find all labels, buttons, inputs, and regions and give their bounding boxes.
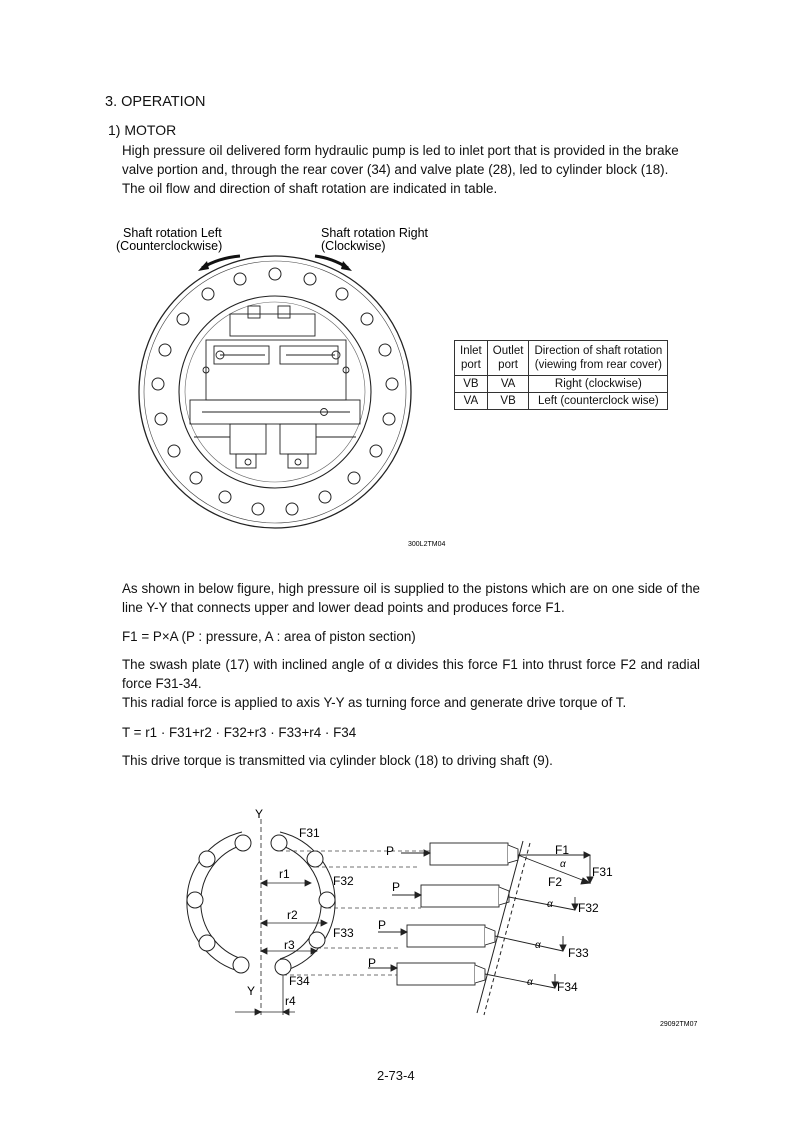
pressure-label: P bbox=[368, 956, 377, 970]
table-cell: VB bbox=[487, 393, 529, 410]
intro-line-3: The oil flow and direction of shaft rotation are indicated in table. bbox=[122, 181, 498, 196]
formula-f1: F1 = P×A (P : pressure, A : area of piston section) bbox=[122, 629, 416, 644]
alpha-label: α bbox=[535, 940, 541, 951]
header-direction: Direction of shaft rotation (viewing from rear cover) bbox=[529, 341, 668, 376]
ccw-arrowhead-icon bbox=[198, 261, 209, 271]
section-title: 3. OPERATION bbox=[105, 94, 206, 110]
f34-label: F34 bbox=[289, 974, 310, 988]
valve-block-detail bbox=[190, 306, 360, 468]
header-outlet-port: Outlet port bbox=[487, 341, 529, 376]
r1-label: r1 bbox=[279, 867, 290, 881]
axis-y-top-label: Y bbox=[255, 807, 264, 821]
force-vectors bbox=[485, 852, 593, 988]
f2-label: F2 bbox=[548, 875, 563, 889]
table-row bbox=[455, 393, 668, 410]
f32-vector-label: F32 bbox=[578, 901, 599, 915]
figure1-code: 300L2TM04 bbox=[408, 541, 446, 548]
f31-vector-label: F31 bbox=[592, 865, 613, 879]
axis-y-bottom-label: Y bbox=[247, 984, 256, 998]
body-paragraph-3: This drive torque is transmitted via cylinder block (18) to driving shaft (9). bbox=[122, 753, 553, 768]
body-paragraph-2-line-2: This radial force is applied to axis Y-Y as turning force and generate drive torque of T. bbox=[122, 695, 627, 710]
f31-label: F31 bbox=[299, 826, 320, 840]
f33-vector-label: F33 bbox=[568, 946, 589, 960]
pressure-arrows bbox=[368, 850, 430, 971]
table-cell: Left (counterclock wise) bbox=[529, 393, 668, 410]
rotation-table bbox=[454, 340, 668, 410]
f33-label: F33 bbox=[333, 926, 354, 940]
rotation-left-sublabel: (Counterclockwise) bbox=[116, 239, 223, 253]
table-cell: Right (clockwise) bbox=[529, 376, 668, 393]
f34-vector-label: F34 bbox=[557, 980, 578, 994]
force-diagram-figure bbox=[185, 805, 715, 1030]
table-cell: VB bbox=[455, 376, 488, 393]
table-cell: VA bbox=[487, 376, 529, 393]
body-paragraph-2 bbox=[122, 655, 700, 712]
pistons bbox=[397, 843, 518, 985]
torque-formula: T = r1 · F31+r2 · F32+r3 · F33+r4 · F34 bbox=[122, 725, 357, 740]
cw-arrowhead-icon bbox=[341, 261, 352, 271]
intro-line-1: High pressure oil delivered form hydraulic pump is led to inlet port that is provided in the brake bbox=[122, 143, 679, 158]
table-header-row bbox=[455, 341, 668, 376]
body-paragraph-1: As shown in below figure, high pressure oil is supplied to the pistons which are on one side of the line Y-Y that connects upper and lower dead points and produces force F1. bbox=[122, 581, 700, 615]
table-row bbox=[455, 376, 668, 393]
pressure-label: P bbox=[392, 880, 401, 894]
page-number: 2-73-4 bbox=[377, 1068, 415, 1083]
header-inlet-port: Inlet port bbox=[455, 341, 488, 376]
r4-label: r4 bbox=[285, 994, 296, 1008]
rotation-right-label: Shaft rotation Right bbox=[321, 226, 429, 240]
pressure-label: P bbox=[386, 844, 395, 858]
pressure-label: P bbox=[378, 918, 387, 932]
motor-flange bbox=[139, 256, 411, 528]
r3-label: r3 bbox=[284, 938, 295, 952]
rotation-right-sublabel: (Clockwise) bbox=[321, 239, 386, 253]
r2-label: r2 bbox=[287, 908, 298, 922]
f32-label: F32 bbox=[333, 874, 354, 888]
alpha-label: α bbox=[560, 859, 566, 870]
alpha-label: α bbox=[527, 977, 533, 988]
body-paragraph-2-line-1: The swash plate (17) with inclined angle of α divides this force F1 into thrust force F2 and radial force F31-34. bbox=[122, 657, 700, 691]
rotation-left-label: Shaft rotation Left bbox=[123, 226, 222, 240]
alpha-label: α bbox=[547, 899, 553, 910]
figure2-code: 29092TM07 bbox=[660, 1021, 698, 1028]
f1-label: F1 bbox=[555, 843, 570, 857]
intro-paragraph bbox=[122, 141, 700, 198]
subsection-title: 1) MOTOR bbox=[108, 122, 177, 138]
intro-line-2: valve portion and, through the rear cover (34) and valve plate (28), led to cylinder block (18). bbox=[122, 162, 669, 177]
motor-rear-view-figure bbox=[110, 222, 450, 552]
projection-lines bbox=[279, 851, 431, 975]
table-cell: VA bbox=[455, 393, 488, 410]
